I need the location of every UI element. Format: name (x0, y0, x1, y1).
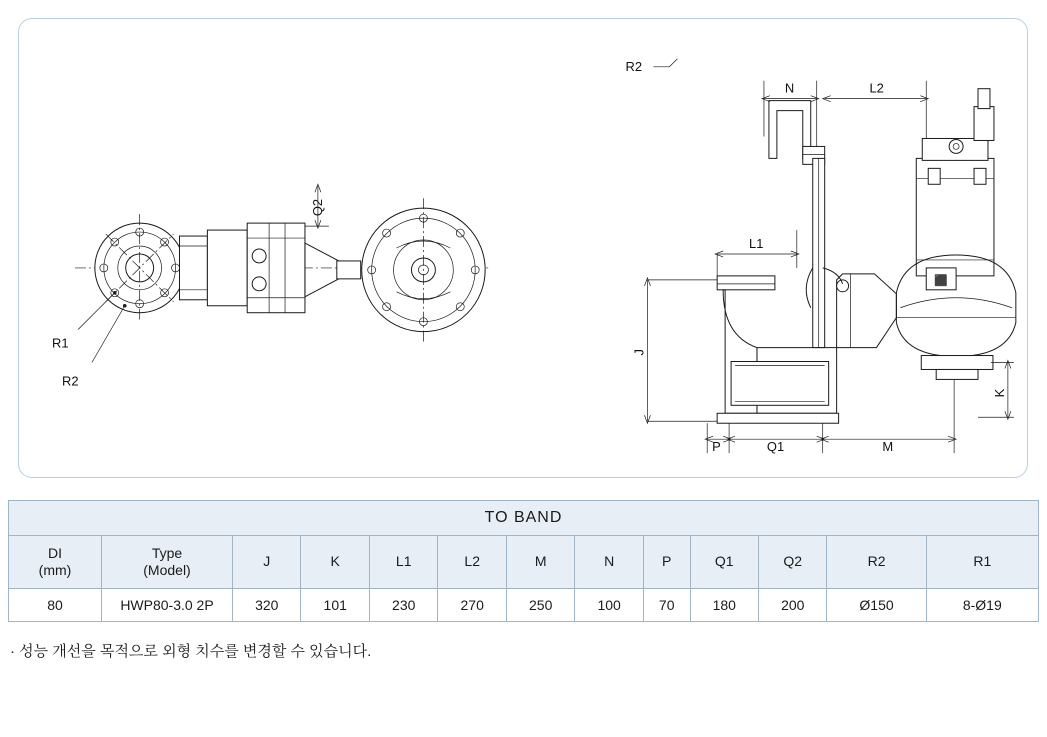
header-di-line1: DI (48, 544, 62, 561)
header-r1: R1 (926, 536, 1038, 589)
header-r2: R2 (827, 536, 926, 589)
volute-housing (362, 198, 485, 342)
header-q2: Q2 (759, 536, 827, 589)
label-q1: Q1 (766, 439, 785, 455)
header-q1: Q1 (690, 536, 758, 589)
label-q2: Q2 (309, 198, 325, 217)
cell-j: 320 (233, 589, 301, 622)
cell-p: 70 (643, 589, 690, 622)
leader-r2-top (626, 59, 678, 74)
label-r2-top: R2 (625, 58, 643, 74)
pump-dimension-drawing (19, 19, 1027, 477)
casing-body (207, 223, 360, 313)
header-k: K (301, 536, 369, 589)
cell-l2: 270 (438, 589, 506, 622)
cell-q2: 200 (759, 589, 827, 622)
header-l2: L2 (438, 536, 506, 589)
label-m: M (882, 439, 894, 455)
header-n: N (575, 536, 643, 589)
header-type-line1: Type (151, 544, 183, 561)
dimension-q2 (305, 184, 329, 228)
dimension-l2 (823, 81, 929, 139)
discharge-connector (823, 268, 897, 348)
label-l2: L2 (869, 80, 884, 96)
guide-pipe (806, 158, 824, 347)
dimension-l1 (715, 230, 799, 276)
drawing-panel (18, 18, 1028, 478)
header-di (9, 536, 102, 589)
cell-r1: 8-Ø19 (926, 589, 1038, 622)
cell-n: 100 (575, 589, 643, 622)
cell-type: HWP80-3.0 2P (102, 589, 233, 622)
cell-l1: 230 (369, 589, 437, 622)
footnote: · 성능 개선을 목적으로 외형 치수를 변경할 수 있습니다. (10, 643, 372, 660)
cell-di: 80 (9, 589, 102, 622)
label-j: J (631, 349, 647, 356)
motor-housing (916, 89, 994, 290)
cell-q1: 180 (690, 589, 758, 622)
specification-table (8, 500, 1039, 622)
header-j: J (233, 536, 301, 589)
flange-assembly (95, 214, 208, 322)
cell-r2: Ø150 (827, 589, 926, 622)
elevation-view (626, 59, 1016, 454)
label-k: K (991, 388, 1007, 398)
label-n: N (784, 80, 795, 96)
cell-m: 250 (506, 589, 574, 622)
dimension-n (762, 81, 819, 149)
motor-nameplate-text: ⬛ (934, 274, 948, 287)
header-type-line2: (Model) (143, 562, 191, 578)
label-r1: R1 (52, 335, 69, 351)
header-m: M (506, 536, 574, 589)
dimension-j (631, 278, 717, 423)
header-l1: L1 (369, 536, 437, 589)
table-title-row (9, 501, 1039, 536)
table-row (9, 589, 1039, 622)
header-di-line2: (mm) (38, 562, 72, 578)
label-p: P (712, 439, 721, 455)
table-header-row (9, 536, 1039, 589)
header-p: P (643, 536, 690, 589)
guide-rail-bracket (769, 101, 825, 165)
cell-k: 101 (301, 589, 369, 622)
table-title: TO BAND (9, 501, 1039, 536)
plan-view (52, 184, 488, 388)
label-r2: R2 (62, 373, 79, 389)
label-l1: L1 (749, 235, 764, 251)
header-type (102, 536, 233, 589)
